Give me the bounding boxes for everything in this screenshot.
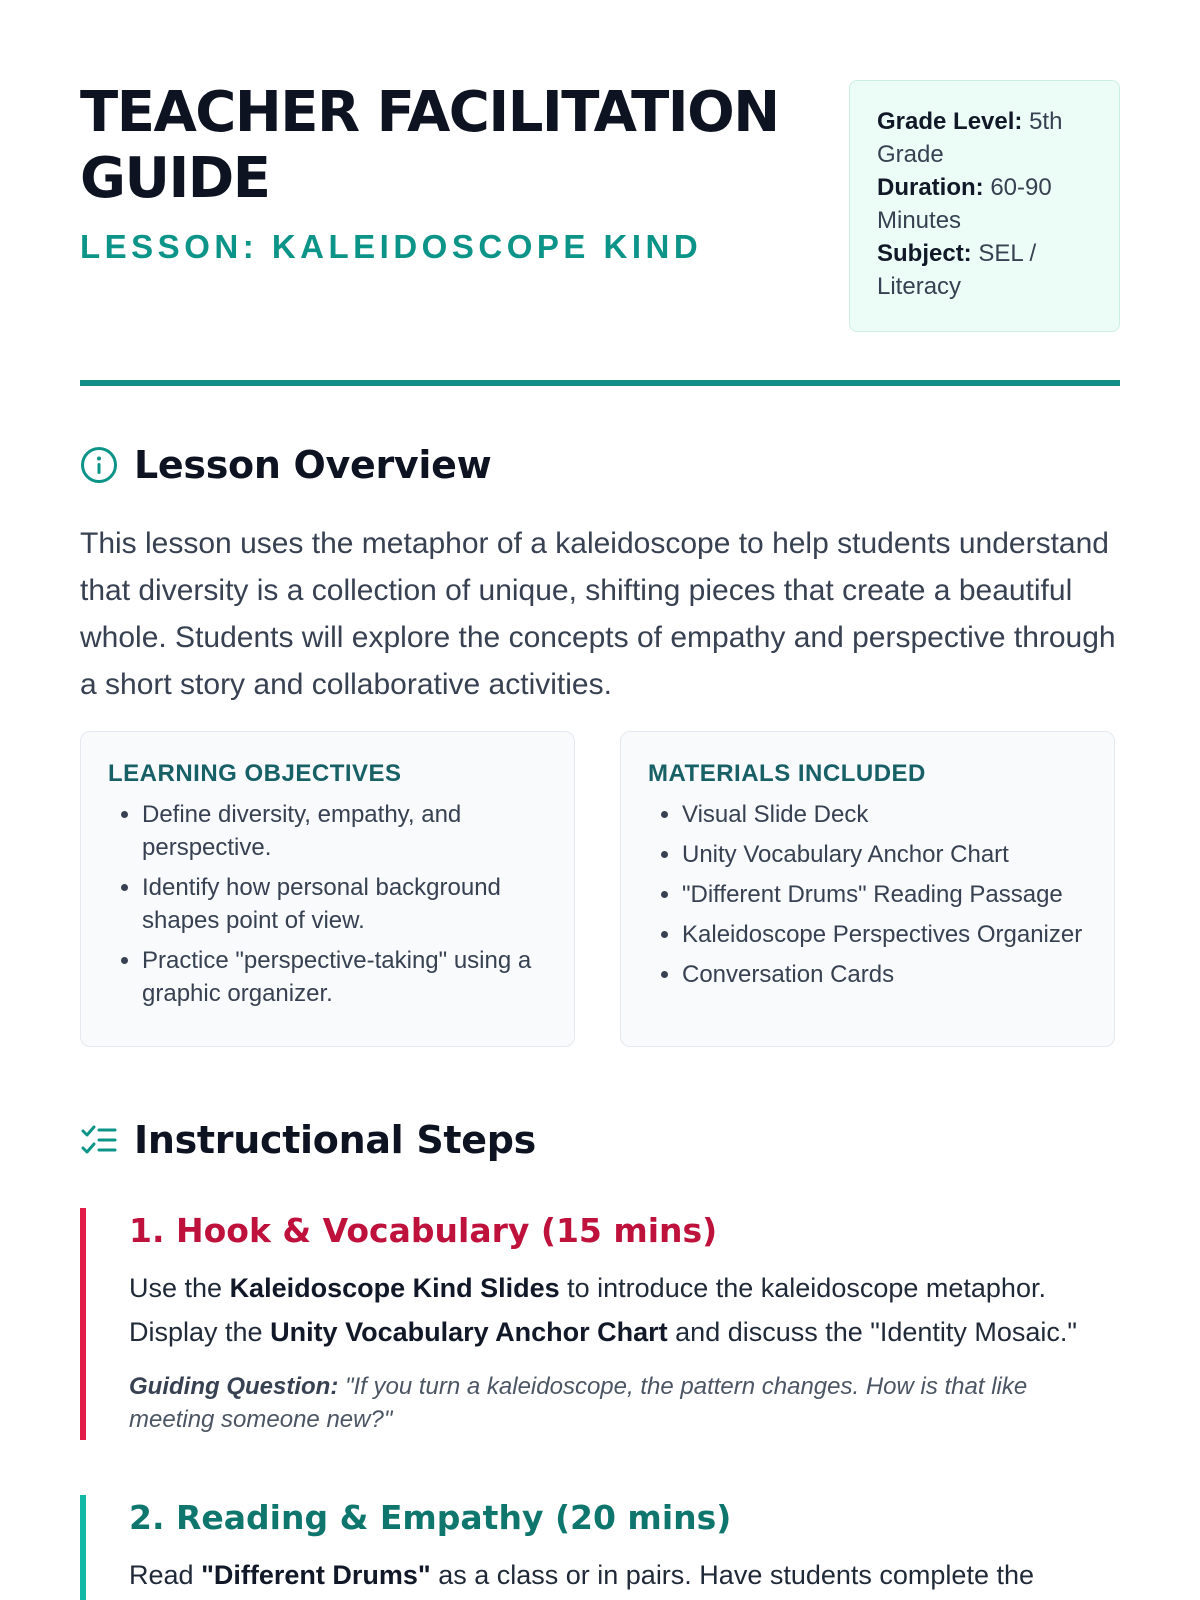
materials-card xyxy=(620,731,1115,1047)
step-reading-empathy xyxy=(80,1495,1169,1600)
step-body-bold: Kaleidoscope Kind Slides xyxy=(229,1273,560,1303)
material-item: • Visual Slide Deck xyxy=(682,798,1094,831)
step-body-text: Read xyxy=(129,1560,202,1590)
duration-value: 60-90 Minutes xyxy=(877,174,1052,234)
objectives-heading: LEARNING OBJECTIVES xyxy=(108,760,402,787)
grade-level-value: 5th Grade xyxy=(877,108,1063,168)
objectives-list xyxy=(108,798,554,1010)
step-body-bold: "Different Drums" xyxy=(201,1560,431,1590)
overview-text: This lesson uses the metaphor of a kaleidoscope to help students understand that diversity is a collection of unique, shifting pieces that create a beautiful whole. Students will explore the concepts of empathy and perspective through a short story and collaborative activities. xyxy=(80,527,1116,701)
duration-label: Duration: xyxy=(877,174,984,201)
material-item: • Conversation Cards xyxy=(682,958,1094,991)
guiding-question-text: "If you turn a kaleidoscope, the pattern changes. How is that like meeting someone new?" xyxy=(129,1373,1028,1433)
grade-level-label: Grade Level: xyxy=(877,108,1023,135)
step-body-bold: Unity Vocabulary Anchor Chart xyxy=(270,1317,668,1347)
subject-label: Subject: xyxy=(877,240,972,267)
subject-value: SEL / Literacy xyxy=(877,240,1037,300)
info-circle-icon xyxy=(80,446,118,484)
step-body-text: and discuss the "Identity Mosaic." xyxy=(667,1317,1078,1347)
step-body-text: to introduce the kaleidoscope metaphor. Display the xyxy=(129,1273,1046,1347)
checklist-icon xyxy=(80,1121,118,1159)
overview-heading: Lesson Overview xyxy=(134,443,492,487)
step-body-text: as a class or in pairs. Have students complete the xyxy=(430,1560,1034,1590)
material-item: • Unity Vocabulary Anchor Chart xyxy=(682,838,1094,871)
header-divider xyxy=(80,380,1120,386)
instructional-heading-row xyxy=(80,1115,536,1165)
instructional-heading: Instructional Steps xyxy=(134,1118,536,1162)
objective-item: • Define diversity, empathy, and perspective. xyxy=(142,798,554,864)
lesson-info-box xyxy=(849,80,1120,332)
objective-item: • Identify how personal background shapes point of view. xyxy=(142,871,554,937)
step-body xyxy=(129,1266,1129,1354)
learning-objectives-card xyxy=(80,731,575,1047)
header xyxy=(80,80,1120,380)
subject-row xyxy=(877,237,1095,303)
grade-level-row xyxy=(877,105,1095,171)
step-body-text: Use the xyxy=(129,1273,230,1303)
step-body xyxy=(129,1553,1129,1597)
material-item: • Kaleidoscope Perspectives Organizer xyxy=(682,918,1094,951)
page-title: TEACHER FACILITATION GUIDE xyxy=(80,80,779,211)
step-hook-vocabulary xyxy=(80,1208,1169,1440)
objective-item: • Practice "perspective-taking" using a graphic organizer. xyxy=(142,944,554,1010)
lesson-subtitle: LESSON: KALEIDOSCOPE KIND xyxy=(80,228,703,265)
overview-heading-row xyxy=(80,440,491,490)
materials-list xyxy=(648,798,1094,991)
guiding-question-label: Guiding Question: xyxy=(129,1373,339,1400)
material-item: • "Different Drums" Reading Passage xyxy=(682,878,1094,911)
step-title: 1. Hook & Vocabulary (15 mins) xyxy=(129,1211,718,1250)
materials-heading: MATERIALS INCLUDED xyxy=(648,760,926,787)
duration-row xyxy=(877,171,1095,237)
step-title: 2. Reading & Empathy (20 mins) xyxy=(129,1498,732,1537)
guiding-question xyxy=(129,1370,1089,1436)
